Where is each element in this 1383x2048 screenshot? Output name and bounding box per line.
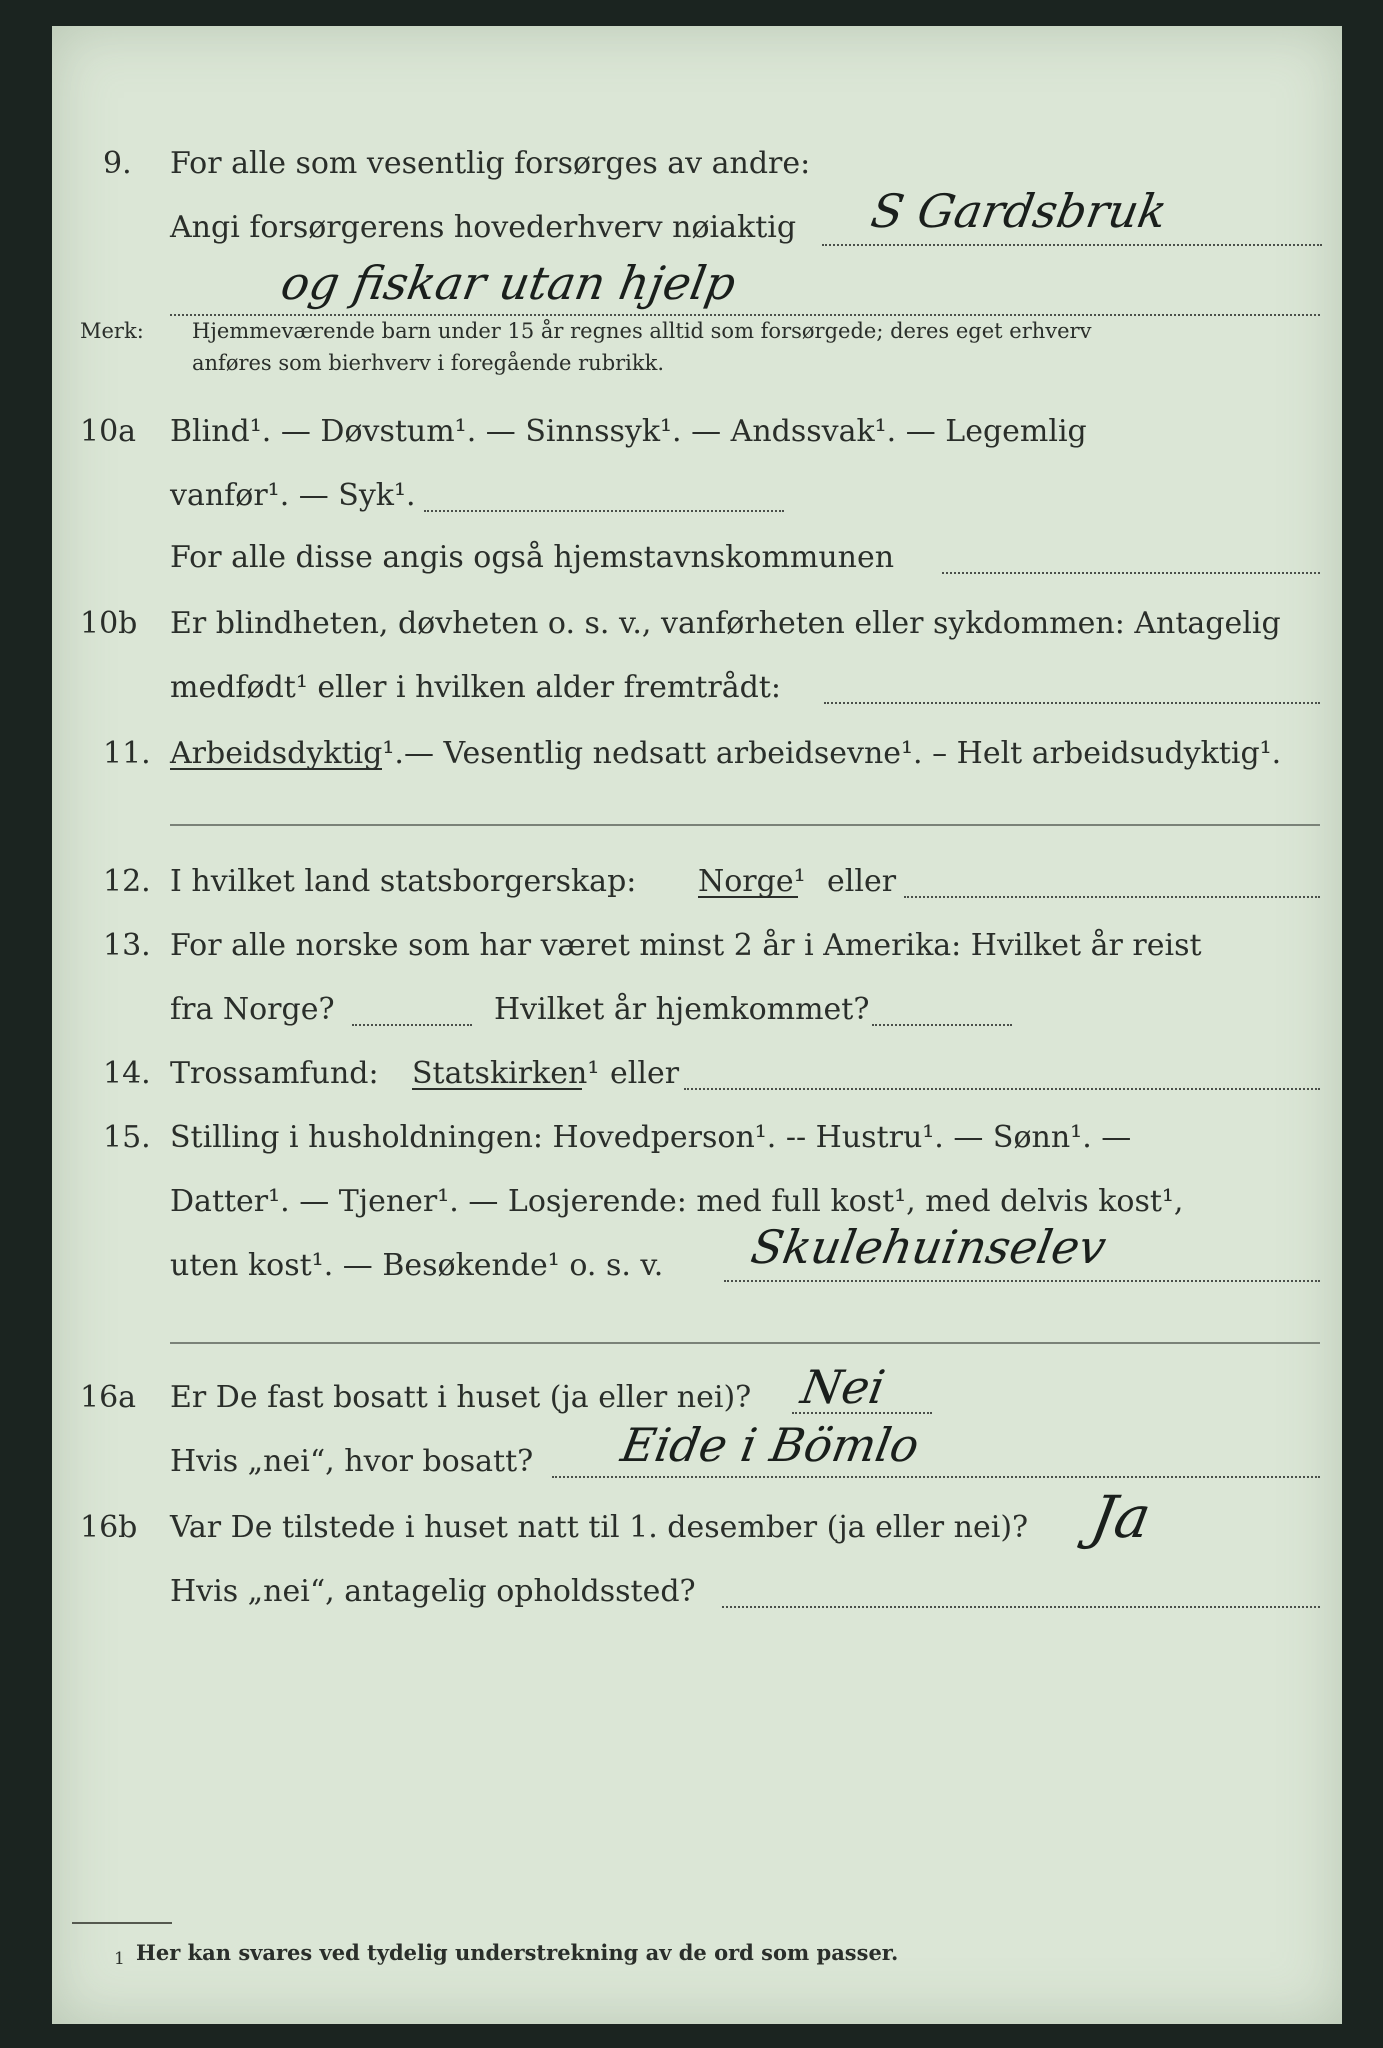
q12-underline bbox=[698, 896, 798, 898]
q9-line2: Angi forsørgerens hovederhverv nøiaktig bbox=[170, 210, 797, 245]
q9-handwritten-answer1: S Gardsbruk bbox=[867, 184, 1172, 238]
q13-number: 13. bbox=[103, 928, 151, 963]
merk-label: Merk: bbox=[80, 319, 144, 343]
q13-line1: For alle norske som har været minst 2 år i Amerika: Hvilket år reist bbox=[170, 928, 1202, 963]
q10b-answer-line bbox=[824, 702, 1320, 704]
q14-underline bbox=[412, 1088, 582, 1090]
q15-handwritten-answer: Skulehuinselev bbox=[747, 1220, 1111, 1274]
q15-line2: Datter¹. — Tjener¹. — Losjerende: med full kost¹, med delvis kost¹, bbox=[170, 1184, 1184, 1219]
q16a-line2: Hvis „nei“, hvor bosatt? bbox=[170, 1444, 534, 1479]
q16a-handwritten-answer2: Eide i Bömlo bbox=[617, 1418, 924, 1472]
q15-line3: uten kost¹. — Besøkende¹ o. s. v. bbox=[170, 1248, 664, 1283]
q12-option-norge: Norge¹ bbox=[698, 864, 806, 899]
q15-answer-line bbox=[724, 1280, 1320, 1282]
q13-line2a: fra Norge? bbox=[170, 992, 335, 1027]
q11-rest: — Vesentlig nedsatt arbeidsevne¹. – Helt arbeidsudyktig¹. bbox=[404, 736, 1282, 771]
q9-line1: For alle som vesentlig forsørges av andre: bbox=[170, 146, 811, 181]
q16b-number: 16b bbox=[80, 1510, 138, 1545]
q10b-line2: medfødt¹ eller i hvilken alder fremtrådt: bbox=[170, 670, 781, 705]
q16b-opholdssted-line bbox=[722, 1606, 1320, 1608]
q13-hjemkommet-line bbox=[872, 1024, 1012, 1026]
q10a-line2: vanfør¹. — Syk¹. bbox=[170, 478, 416, 513]
q14-answer-line bbox=[684, 1088, 1320, 1090]
q16a-handwritten-answer1: Nei bbox=[797, 1360, 889, 1414]
q10a-number: 10a bbox=[80, 414, 137, 449]
q9-handwritten-answer2: og fiskar utan hjelp bbox=[277, 256, 740, 310]
q10a-line1: Blind¹. — Døvstum¹. — Sinnssyk¹. — Andssvak¹. — Legemlig bbox=[170, 414, 1087, 449]
q16b-line1: Var De tilstede i huset natt til 1. desember (ja eller nei)? bbox=[170, 1510, 1029, 1545]
footnote-text: Her kan svares ved tydelig understrekning av de ord som passer. bbox=[136, 1940, 899, 1965]
q12-post: eller bbox=[827, 864, 897, 899]
q10b-number: 10b bbox=[80, 606, 138, 641]
q10a-kommune-line bbox=[942, 572, 1320, 574]
q10b-line1: Er blindheten, døvheten o. s. v., vanførheten eller sykdommen: Antagelig bbox=[170, 606, 1281, 641]
q12-number: 12. bbox=[103, 864, 151, 899]
footnote-mark: 1 bbox=[114, 1949, 125, 1969]
q13-line2b: Hvilket år hjemkommet? bbox=[494, 992, 870, 1027]
q15-number: 15. bbox=[103, 1120, 151, 1155]
q9-number: 9. bbox=[103, 146, 132, 181]
q11-underline bbox=[170, 768, 382, 770]
q16a-bosatt-line bbox=[552, 1476, 1320, 1478]
q16a-answer-line bbox=[792, 1412, 932, 1414]
census-form-page bbox=[52, 26, 1342, 2024]
q14-option-statskirken: Statskirken¹ bbox=[412, 1056, 600, 1091]
q10a-line3: For alle disse angis også hjemstavnskommunen bbox=[170, 540, 895, 575]
q16a-line1: Er De fast bosatt i huset (ja eller nei)? bbox=[170, 1380, 752, 1415]
q15-line1: Stilling i husholdningen: Hovedperson¹. -- Hustru¹. — Sønn¹. — bbox=[170, 1120, 1132, 1155]
q16a-number: 16a bbox=[80, 1380, 137, 1415]
q10a-syk-line bbox=[424, 510, 784, 512]
q16b-handwritten-answer1: Ja bbox=[1086, 1483, 1156, 1551]
q15-answer-line2 bbox=[170, 1342, 1320, 1344]
q9-answer-line bbox=[822, 244, 1322, 246]
q12-answer-line bbox=[904, 896, 1320, 898]
q16b-line2: Hvis „nei“, antagelig opholdssted? bbox=[170, 1574, 696, 1609]
q14-pre: Trossamfund: bbox=[170, 1056, 379, 1091]
q11-option-arbeidsdyktig: Arbeidsdyktig¹. bbox=[170, 736, 404, 771]
q14-number: 14. bbox=[103, 1056, 151, 1091]
merk-line1: Hjemmeværende barn under 15 år regnes alltid som forsørgede; deres eget erhverv bbox=[192, 319, 1092, 343]
footnote-rule bbox=[72, 1922, 172, 1924]
q12-pre: I hvilket land statsborgerskap: bbox=[170, 864, 637, 899]
q11-number: 11. bbox=[103, 736, 151, 771]
q14-post: eller bbox=[610, 1056, 680, 1091]
merk-line2: anføres som bierhverv i foregående rubrikk. bbox=[192, 351, 665, 375]
q11-answer-line bbox=[170, 824, 1320, 826]
q13-reist-line bbox=[352, 1024, 472, 1026]
